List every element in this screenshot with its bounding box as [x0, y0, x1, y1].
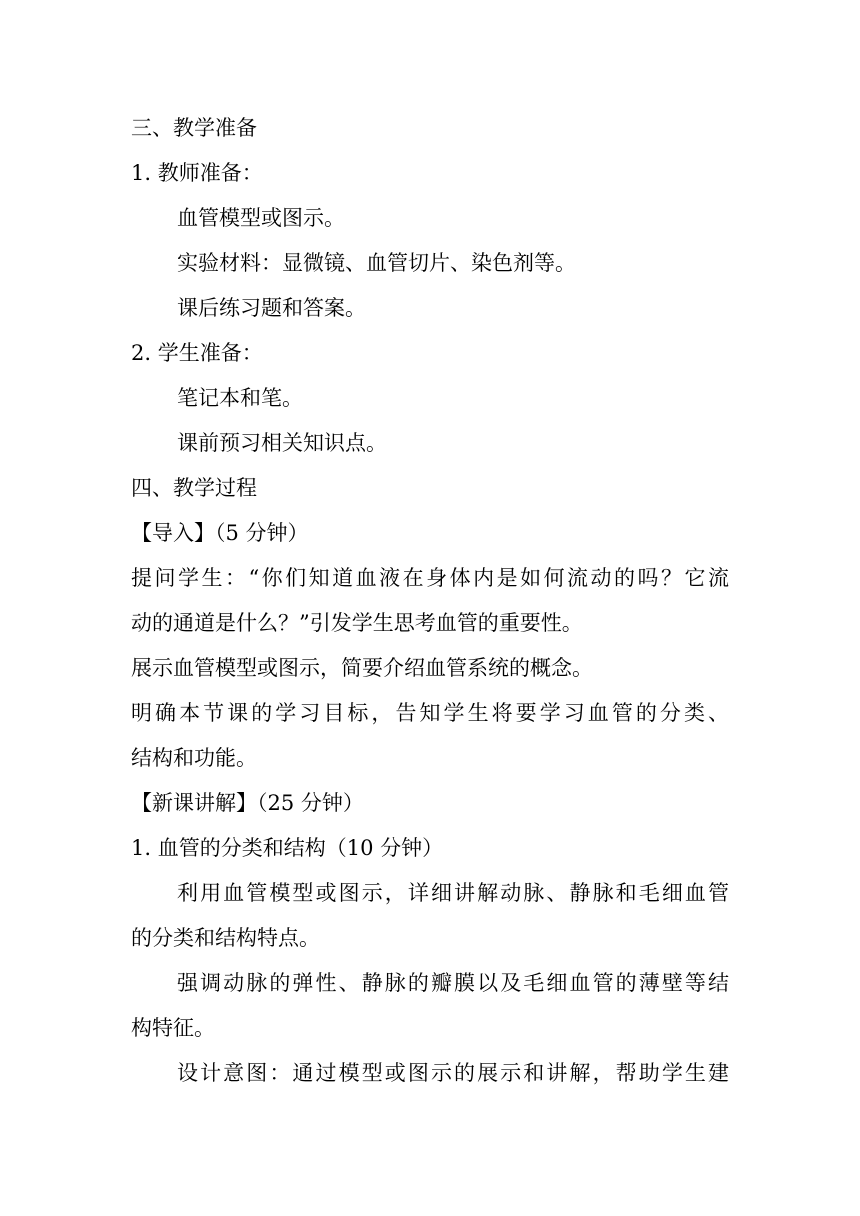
subheading-student-prep: 2. 学生准备：: [131, 341, 263, 365]
section-heading-preparation: 三、教学准备: [131, 116, 257, 140]
paragraph-line: 利用血管模型或图示，详细讲解动脉、静脉和毛细血管: [177, 881, 729, 905]
subheading-teacher-prep: 1. 教师准备：: [131, 161, 263, 185]
list-item: 课前预习相关知识点。: [177, 431, 387, 455]
paragraph-line: 明确本节课的学习目标，告知学生将要学习血管的分类、: [131, 701, 729, 725]
paragraph-line: 设计意图：通过模型或图示的展示和讲解，帮助学生建: [177, 1061, 729, 1085]
paragraph-line: 动的通道是什么？”引发学生思考血管的重要性。: [131, 611, 583, 635]
subheading-vessel-types: 1. 血管的分类和结构（10 分钟）: [131, 836, 444, 860]
subheading-intro: 【导入】（5 分钟）: [131, 521, 309, 545]
list-item: 血管模型或图示。: [177, 206, 345, 230]
paragraph-line: 提问学生：“你们知道血液在身体内是如何流动的吗？它流: [131, 566, 729, 590]
list-item: 课后练习题和答案。: [177, 296, 366, 320]
paragraph-line: 强调动脉的弹性、静脉的瓣膜以及毛细血管的薄壁等结: [177, 971, 729, 995]
section-heading-process: 四、教学过程: [131, 476, 257, 500]
paragraph-line: 的分类和结构特点。: [131, 926, 320, 950]
list-item: 笔记本和笔。: [177, 386, 303, 410]
paragraph-line: 结构和功能。: [131, 746, 257, 770]
list-item: 实验材料：显微镜、血管切片、染色剂等。: [177, 251, 576, 275]
paragraph-line: 展示血管模型或图示，简要介绍血管系统的概念。: [131, 656, 593, 680]
paragraph-line: 构特征。: [131, 1016, 215, 1040]
subheading-new-lesson: 【新课讲解】（25 分钟）: [131, 791, 364, 815]
